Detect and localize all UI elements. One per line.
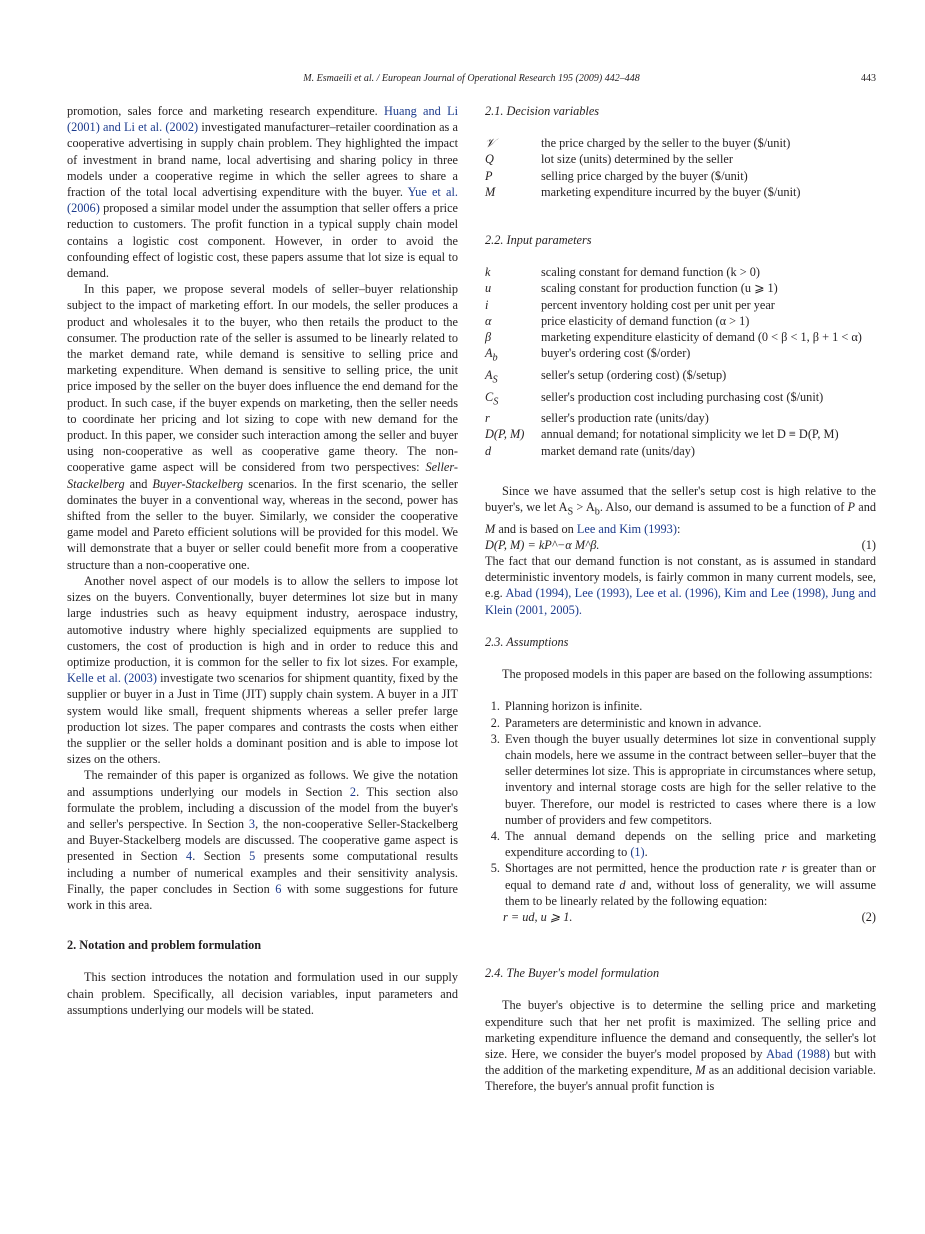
notation-description: lot size (units) determined by the seller [541, 152, 733, 167]
notation-row [485, 280, 876, 296]
assumptions-list [485, 698, 876, 909]
notation-row [485, 410, 876, 426]
citation-link[interactable]: 5 [249, 849, 256, 864]
paragraph-cooperative-advertising: promotion, sales force and marketing research expenditure. Huang and Li (2001) and Li et al. (2002) investigated manufacturer–retailer coordination as a cooperative advertising in supply chain problem. They highlighted the impact of investment in brand name, local advertising and sharing policy in three models under a cooperative regime in which the seller agrees to share a fraction of the total local advertising expenditure with the buyer. Yue et al. (2006) proposed a similar model under the assumption that seller offers a price reduction to customers. The profit function in a typical supply chain model contains a logistic cost component. However, in order to avoid the confounding effect of logistic cost, these papers assume that lot size is equal to demand. [67, 104, 458, 281]
notation-symbol: d [485, 443, 492, 458]
emphasis: Buyer-Stackelberg [152, 476, 244, 491]
right-column [485, 103, 876, 1095]
notation-description: market demand rate (units/day) [541, 443, 695, 458]
notation-row [485, 297, 876, 313]
citation-link[interactable]: Abad (1988) [766, 1046, 830, 1061]
decision-variables-list [485, 135, 876, 200]
notation-symbol: $A_S$ [485, 367, 498, 386]
subsection-buyer-model: 2.4. The Buyer's model formulation [485, 966, 660, 981]
subscript: S [567, 506, 574, 518]
citation-link[interactable]: 2 [349, 784, 357, 799]
subsection-assumptions: 2.3. Assumptions [485, 634, 569, 649]
notation-symbol: 𝒱 [485, 136, 496, 151]
notation-symbol: r [485, 411, 490, 426]
citation-link[interactable]: Yue et al. (2006) [67, 185, 458, 216]
notation-description: buyer's ordering cost ($/order) [541, 346, 691, 361]
notation-symbol: u [485, 281, 492, 296]
equation-1-number: (1) [861, 537, 876, 552]
paragraph-demand-function: The fact that our demand function is not constant, as is assumed in standard deterministic inventory models, is fairly common in many current models, see, e.g. Abad (1994), Lee (1993), Lee et al. (1996), Kim and Lee (1998), Jung and Klein (2001, 2005). [485, 554, 876, 617]
notation-row [485, 168, 876, 184]
equation-1-formula: D(P, M) = kP^−α M^β. [485, 537, 600, 552]
notation-description: marketing expenditure incurred by the buyer ($/unit) [541, 184, 801, 199]
notation-symbol: D(P, M) [485, 427, 525, 442]
citation-link[interactable]: Kelle et al. (2003) [67, 671, 157, 686]
emphasis: M [485, 521, 496, 536]
emphasis: Seller-Stackelberg [67, 460, 458, 491]
running-header [67, 73, 876, 87]
emphasis: P [847, 500, 856, 515]
notation-description: scaling constant for demand function (k > 0) [541, 265, 760, 280]
equation-2-formula: r = ud, u ⩾ 1. [503, 909, 573, 924]
citation-link[interactable]: 6 [275, 881, 282, 896]
notation-symbol: $A_b$ [485, 346, 498, 364]
notation-description: scaling constant for production function (u ⩾ 1) [541, 281, 778, 296]
notation-row [485, 443, 876, 459]
subsection-decision-variables: 2.1. Decision variables [485, 104, 600, 118]
citation-link[interactable]: 3 [248, 816, 256, 831]
notation-symbol: i [485, 297, 489, 312]
equation-2-number: (2) [861, 909, 876, 924]
notation-symbol: k [485, 265, 491, 280]
notation-description: the price charged by the seller to the buyer ($/unit) [541, 136, 791, 151]
notation-description: price elasticity of demand function (α > 1) [541, 313, 750, 328]
left-column [67, 103, 458, 1018]
subsection-input-parameters: 2.2. Input parameters [485, 233, 592, 248]
notation-description: seller's production rate (units/day) [541, 411, 709, 426]
notation-row [485, 151, 876, 167]
equation-2 [485, 909, 876, 925]
notation-symbol: M [485, 184, 496, 199]
section-2-heading: 2. Notation and problem formulation [67, 938, 262, 953]
journal-citation: M. Esmaeili et al. / European Journal of Operational Research 195 (2009) 442–448 [303, 73, 640, 84]
notation-symbol: β [485, 330, 492, 345]
emphasis: r [781, 861, 787, 876]
notation-row [485, 264, 876, 280]
citation-link[interactable]: Lee and Kim (1993) [576, 521, 677, 536]
assumption-item: 3. Even though the buyer usually determines lot size in conventional supply chain models, here we assume in the contract between seller–buyer that the seller determines lot size. This is appropriate in circumstances where setup, inventory and internal storage costs are high for the seller relative to the buyer. Therefore, our model is restricted to cases where there is a low number of providers and few competitors. [503, 731, 876, 828]
page-number: 443 [861, 73, 876, 84]
paragraph-lot-size: Another novel aspect of our models is to allow the sellers to impose lot sizes on the buyers. Conventionally, buyer determines lot size but in many large industries such as heavy equipment industry, aerospace industry, automotive industry where highly specialized equipments are supplied to customers, the cost of production is high and in order to reduce this and optimize production, it is common for the seller to fix lot sizes. For example, Kelle et al. (2003) investigate two scenarios for shipment quantity, fixed by the supplier or buyer in a Just in Time (JIT) supply chain system. A buyer in a JIT system would like small, frequent shipments whereas a seller prefer large production lot sizes. The paper compares and contrasts the costs when either the supplier or the seller holds a dominant position and is able to impose lot sizes on the others. [67, 573, 458, 767]
notation-description: seller's setup (ordering cost) ($/setup) [541, 367, 727, 382]
notation-description: selling price charged by the buyer ($/unit) [541, 168, 748, 183]
citation-link[interactable]: Abad (1994), Lee (1993), Lee et al. (1996), Kim and Lee (1998), Jung and Klein (2001, 2005). [485, 586, 876, 617]
notation-symbol: Q [485, 152, 494, 167]
notation-symbol: P [485, 168, 493, 183]
notation-row [485, 184, 876, 200]
notation-row [485, 135, 876, 151]
notation-row [485, 313, 876, 329]
paragraph-buyer-model: The buyer's objective is to determine the selling price and marketing expenditure such that her net profit is maximized. The selling price and marketing expenditure influence the demand and consequently, the seller's lot size. Here, we consider the buyer's model proposed by Abad (1988) but with the addition of the marketing expenditure, M as an additional decision variable. Therefore, the buyer's annual profit function is [485, 998, 876, 1094]
paragraph-setup-cost: Since we have assumed that the seller's setup cost is high relative to the buyer's, we let $A_S > A_b$. Also, our demand is assumed to be a function of P and M and is based on Lee and Kim (1993): [485, 483, 876, 536]
subscript: b [594, 506, 600, 518]
notation-symbol: $C_S$ [485, 389, 499, 407]
notation-description: annual demand; for notational simplicity we let D ≡ D(P, M) [541, 427, 839, 442]
citation-link[interactable]: Huang and Li (2001) and Li et al. (2002) [67, 104, 458, 135]
citation-link[interactable]: (1) [630, 845, 645, 860]
input-parameters-list [485, 264, 876, 459]
emphasis: d [619, 877, 626, 892]
notation-row [485, 329, 876, 345]
assumption-item: 4. The annual demand depends on the selling price and marketing expenditure according to (1). [503, 828, 876, 860]
paragraph-organization: The remainder of this paper is organized as follows. We give the notation and assumptions underlying our models in Section 2. This section also formulate the problem, including a discussion of the model from the buyer's and seller's perspective. In Section 3, the non-cooperative Seller-Stackelberg and Buyer-Stackelberg models are discussed. The cooperative game aspect is presented in Section 4. Section 5 presents some computational results including a number of numerical examples and their sensitivity analysis. Finally, the paper concludes in Section 6 with some suggestions for future work in this area. [67, 768, 459, 912]
notation-description: percent inventory holding cost per unit per year [541, 297, 775, 312]
citation-link[interactable]: 4 [186, 849, 193, 864]
assumption-item: 5. Shortages are not permitted, hence the production rate r is greater than or equal to demand rate d and, without loss of generality, we will assume them to be linearly related by the following equation: [503, 860, 876, 909]
paragraph-proposal: In this paper, we propose several models of seller–buyer relationship subject to the impact of marketing effort. In our models, the seller produces a product and wholesales it to the buyer, who then retails the product to the consumer. The production rate of the seller is assumed to be linearly related to the market demand rate, while demand is sensitive to selling price and marketing expenditure. When demand is sensitive to selling price, the unit price imposed by the seller on the buyer does influence the end demand for the product. In such case, if the buyer expends on marketing, then the seller needs to coordinate her pricing and lot sizing to cope with new demand for the product. In this paper, we consider such interaction among the seller and buyer using non-cooperative as well as cooperative game theory. The non-cooperative game aspect will be considered from two perspectives: Seller-Stackelberg and Buyer-Stackelberg scenarios. In the first scenario, the seller dominates the buyer in a conventional way, whereas in the second, power has shifted from the seller to the buyer. Similarly, we consider the cooperative game model and Pareto efficient solutions will be provided for this model. We will demonstrate that a buyer or seller could benefit more from a cooperative structure than a non-cooperative one. [67, 282, 458, 572]
notation-row [485, 367, 876, 389]
notation-symbol: α [485, 313, 492, 328]
paragraph-assumptions-intro: The proposed models in this paper are based on the following assumptions: [502, 667, 873, 682]
equation-1 [485, 537, 876, 553]
notation-row [485, 426, 876, 442]
notation-row [485, 389, 876, 411]
paragraph-section-intro: This section introduces the notation and formulation used in our supply chain problem. Specifically, all decision variables, input parameters and assumptions underlying our models will be stated. [67, 970, 458, 1017]
emphasis: M [695, 1063, 706, 1078]
notation-row [485, 345, 876, 367]
notation-description: seller's production cost including purchasing cost ($/unit) [541, 389, 824, 404]
assumption-item: 1. Planning horizon is infinite. [503, 698, 876, 714]
assumption-item: 2. Parameters are deterministic and known in advance. [503, 715, 876, 731]
notation-description: marketing expenditure elasticity of demand (0 < β < 1, β + 1 < α) [541, 330, 862, 345]
